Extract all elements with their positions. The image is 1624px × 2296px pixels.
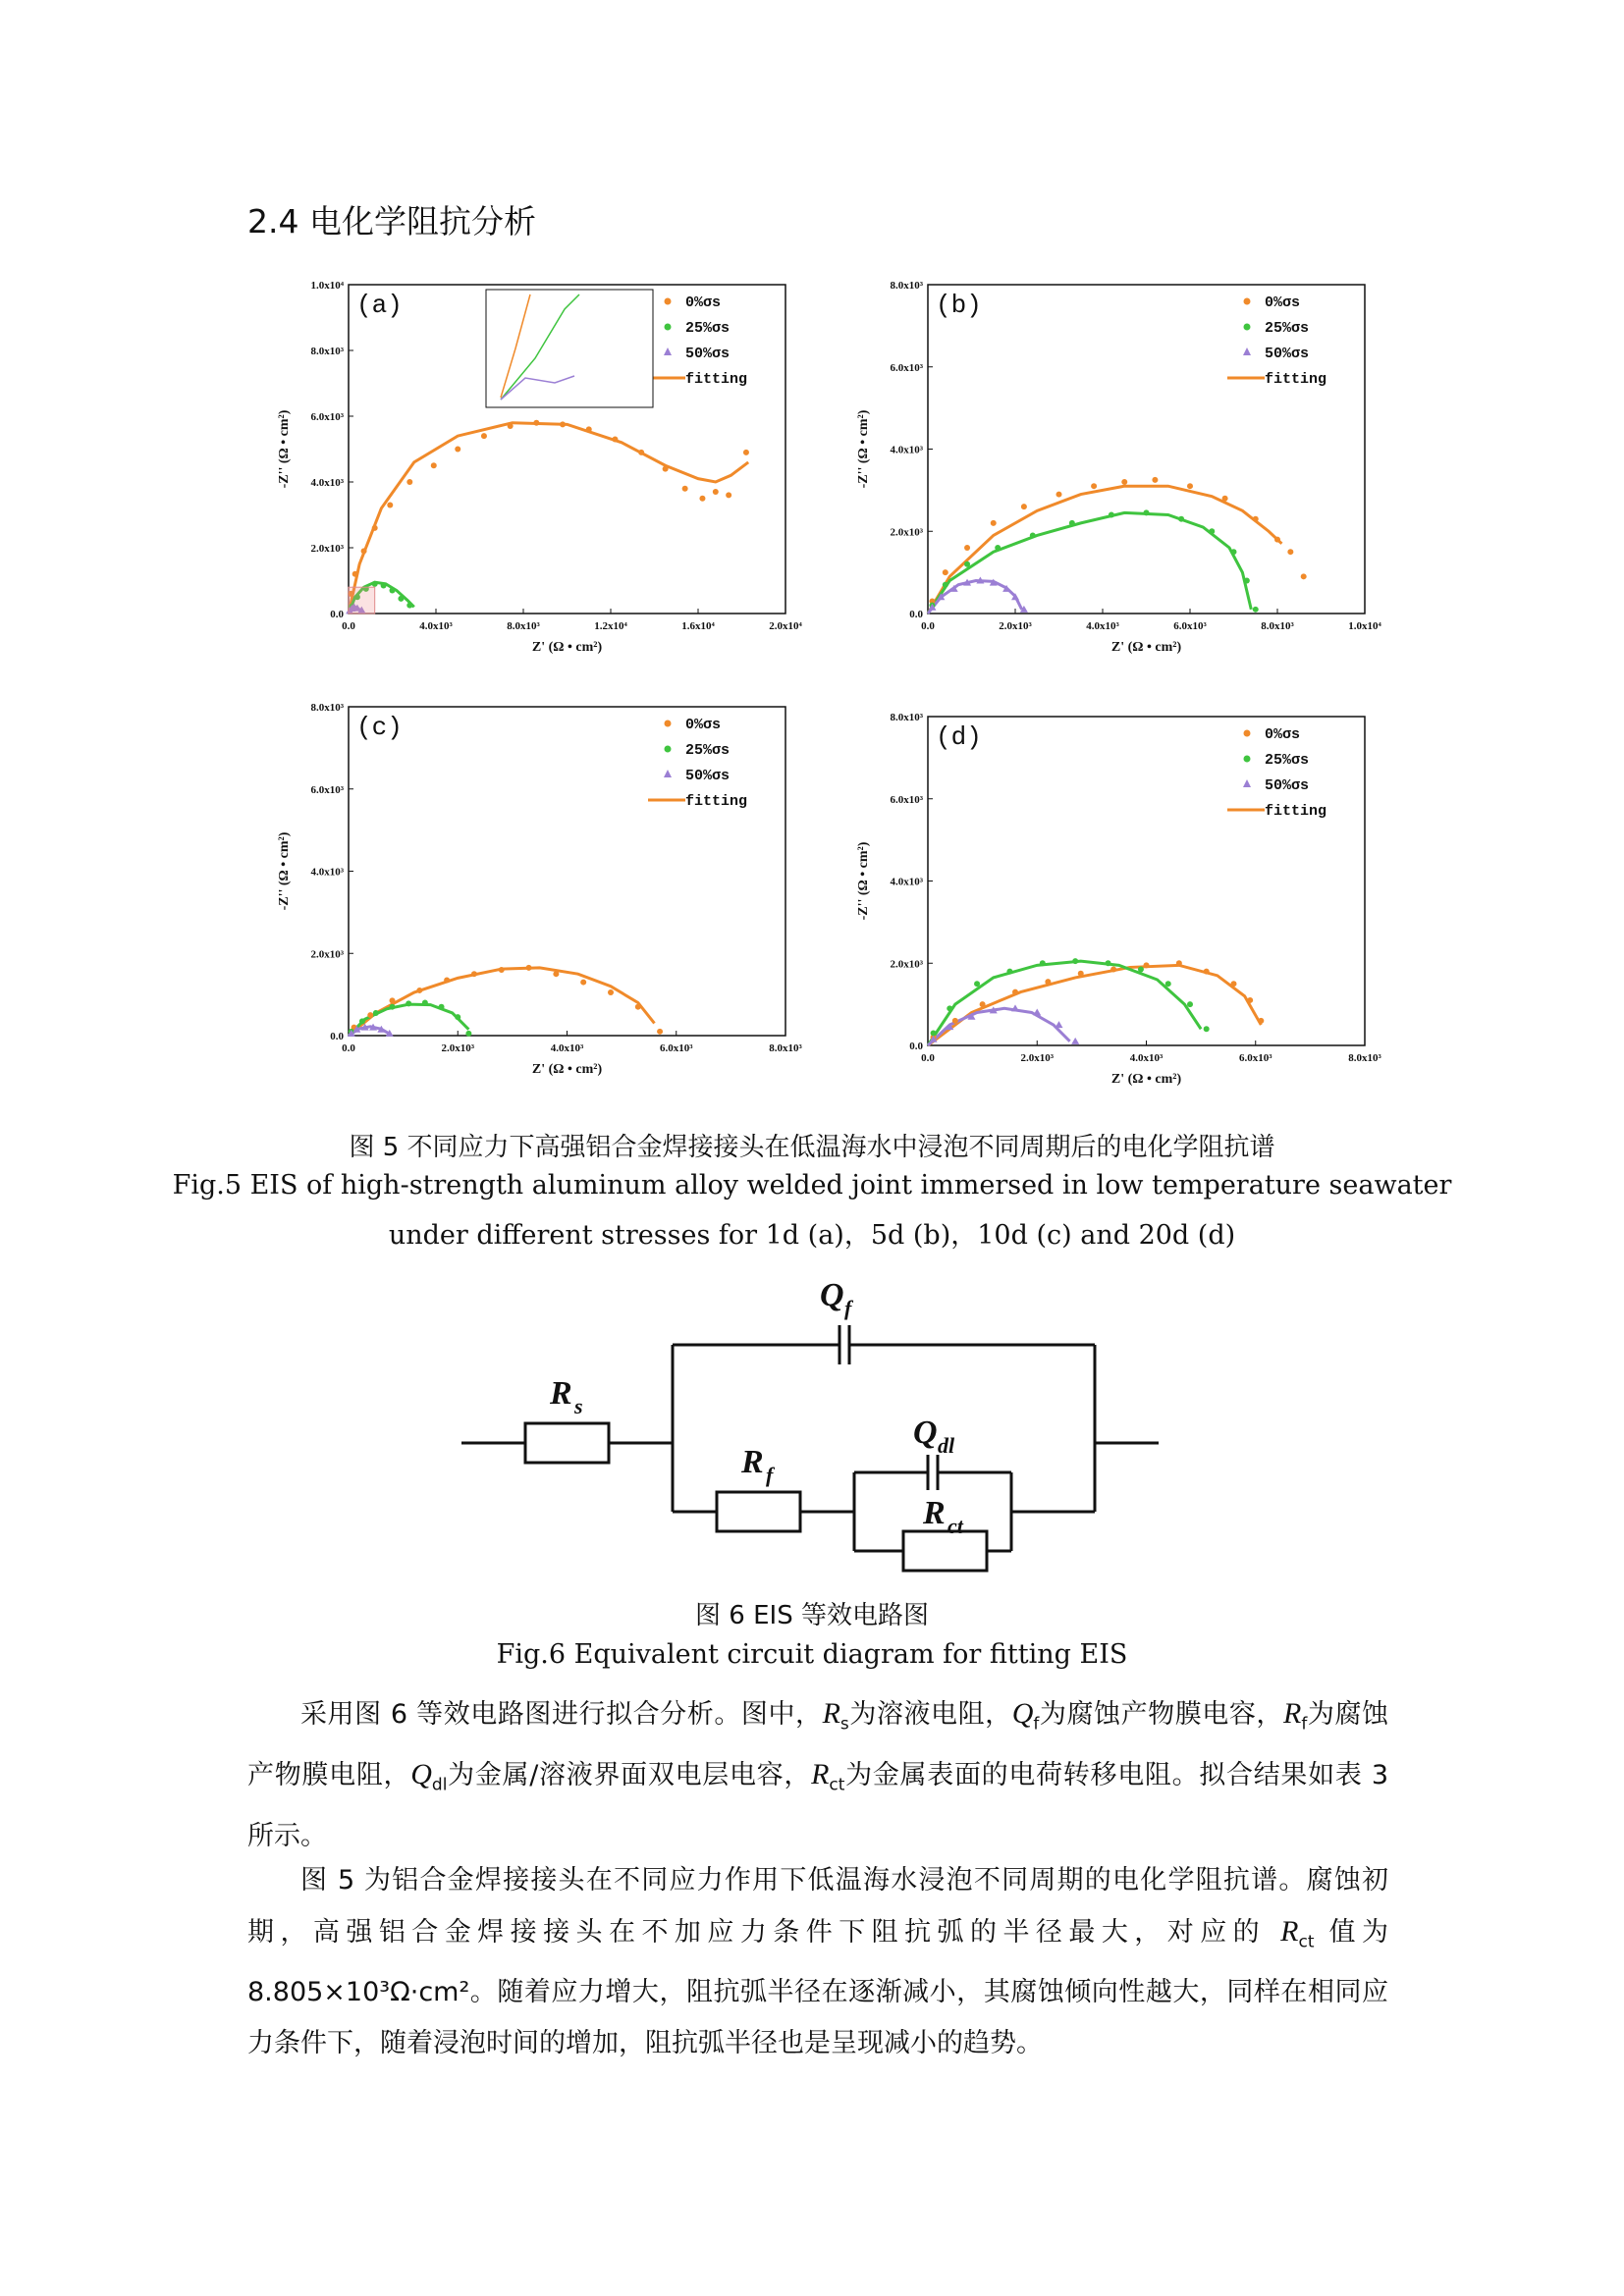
fit-line bbox=[928, 965, 1261, 1045]
y-tick-label: 0.0 bbox=[330, 1031, 344, 1042]
x-tick-label: 6.0x10³ bbox=[1238, 1052, 1272, 1064]
legend-label: 0%σs bbox=[685, 717, 722, 733]
data-point bbox=[612, 436, 618, 442]
data-point bbox=[372, 581, 378, 587]
x-tick-label: 0.0 bbox=[921, 1052, 935, 1064]
legend-label: 25%σs bbox=[685, 742, 731, 759]
data-point bbox=[974, 981, 980, 987]
data-point bbox=[1109, 512, 1114, 518]
data-point bbox=[995, 545, 1001, 551]
legend-label: 25%σs bbox=[1265, 320, 1310, 337]
data-point bbox=[455, 447, 460, 453]
data-point bbox=[387, 502, 393, 507]
x-tick-label: 0.0 bbox=[342, 1042, 355, 1054]
data-point bbox=[533, 420, 539, 426]
data-point bbox=[1144, 962, 1150, 968]
data-point bbox=[481, 433, 487, 439]
figure6-caption-cn: 图 6 EIS 等效电路图 bbox=[695, 1601, 929, 1630]
data-point bbox=[373, 1010, 379, 1016]
x-tick-label: 0.0 bbox=[921, 620, 935, 632]
y-tick-label: 6.0x10³ bbox=[890, 793, 923, 806]
x-tick-label: 8.0x10³ bbox=[769, 1042, 802, 1054]
y-tick-label: 4.0x10³ bbox=[890, 444, 923, 456]
data-point bbox=[444, 977, 450, 983]
data-point bbox=[553, 971, 559, 977]
x-tick-label: 8.0x10³ bbox=[1261, 620, 1294, 632]
data-point bbox=[1222, 496, 1228, 502]
label-rf-sub: f bbox=[766, 1463, 774, 1487]
legend-label: 25%σs bbox=[685, 320, 731, 337]
x-tick-label: 2.0x10³ bbox=[1020, 1052, 1055, 1064]
label-rct: R bbox=[923, 1495, 946, 1531]
y-tick-label: 8.0x10³ bbox=[310, 346, 344, 357]
y-tick-label: 2.0x10³ bbox=[890, 958, 923, 971]
panel-label: (d) bbox=[936, 722, 982, 752]
data-point bbox=[406, 603, 412, 609]
data-point bbox=[367, 1012, 373, 1018]
y-tick-label: 2.0x10³ bbox=[890, 526, 923, 539]
data-point bbox=[1011, 1004, 1019, 1011]
data-point bbox=[352, 571, 358, 577]
data-point bbox=[952, 1018, 958, 1024]
data-point bbox=[1071, 1038, 1079, 1044]
legend-marker bbox=[665, 721, 672, 727]
data-point bbox=[964, 561, 970, 567]
data-point bbox=[931, 1030, 937, 1036]
data-point bbox=[465, 1031, 471, 1037]
fit-line bbox=[349, 423, 748, 614]
label-rs-sub: s bbox=[574, 1394, 583, 1418]
x-axis-label: Z' (Ω • cm²) bbox=[531, 1062, 603, 1077]
data-point bbox=[416, 988, 422, 993]
data-point bbox=[1056, 492, 1062, 498]
data-point bbox=[682, 486, 688, 492]
legend-label: 50%σs bbox=[1265, 777, 1310, 794]
x-tick-label: 1.0x10⁴ bbox=[1348, 620, 1381, 632]
data-point bbox=[580, 980, 586, 986]
eis-chart-a bbox=[275, 275, 825, 687]
x-axis-label: Z' (Ω • cm²) bbox=[1110, 640, 1182, 655]
legend-label: 0%σs bbox=[685, 294, 722, 311]
data-point bbox=[991, 520, 997, 526]
data-point bbox=[1165, 981, 1171, 987]
label-qdl-sub: dl bbox=[938, 1433, 955, 1458]
data-point bbox=[422, 1000, 428, 1006]
resistor-rct bbox=[903, 1531, 987, 1571]
paragraph-1: 采用图 6 等效电路图进行拟合分析。图中，$R_s$为溶液电阻，$Q_f$为腐蚀产物膜电容，$R_f$为腐蚀产物膜电阻，$Q_{dl}$为金属/溶液界面双电层电容，$R_{ct}$为金属表面的电荷转移电阻。拟合结果如表 3 所示。 bbox=[247, 1697, 1389, 1851]
legend-label: 50%σs bbox=[1265, 346, 1310, 362]
data-point bbox=[943, 569, 948, 575]
legend-label: 25%σs bbox=[1265, 752, 1310, 769]
fit-line bbox=[928, 961, 1201, 1045]
y-tick-label: 8.0x10³ bbox=[890, 280, 923, 292]
data-point bbox=[1231, 981, 1237, 987]
legend-marker bbox=[664, 770, 672, 777]
x-tick-label: 2.0x10³ bbox=[999, 620, 1032, 632]
legend-label: fitting bbox=[685, 371, 748, 388]
data-point bbox=[1091, 483, 1097, 489]
data-point bbox=[1209, 528, 1215, 534]
x-tick-label: 1.6x10⁴ bbox=[681, 620, 715, 632]
panel-label: (b) bbox=[936, 291, 982, 320]
data-point bbox=[726, 492, 731, 498]
data-point bbox=[980, 1001, 986, 1007]
data-point bbox=[713, 489, 719, 495]
data-point bbox=[1110, 967, 1116, 973]
data-point bbox=[1178, 516, 1184, 522]
data-point bbox=[638, 450, 644, 455]
legend-marker bbox=[1244, 298, 1251, 305]
data-point bbox=[526, 965, 532, 971]
data-point bbox=[964, 545, 970, 551]
y-tick-label: 1.0x10⁴ bbox=[310, 280, 344, 292]
y-axis-label: -Z'' (Ω • cm²) bbox=[277, 409, 292, 489]
data-point bbox=[499, 967, 505, 973]
data-point bbox=[1247, 997, 1253, 1003]
legend-marker bbox=[665, 324, 672, 331]
x-tick-label: 4.0x10³ bbox=[550, 1042, 584, 1054]
data-point bbox=[699, 496, 705, 502]
y-tick-label: 4.0x10³ bbox=[310, 866, 344, 879]
y-tick-label: 6.0x10³ bbox=[890, 361, 923, 374]
eis-chart-c bbox=[275, 697, 825, 1109]
figure5-caption-cn: 图 5 不同应力下高强铝合金焊接接头在低温海水中浸泡不同周期后的电化学阻抗谱 bbox=[349, 1133, 1275, 1162]
y-tick-label: 0.0 bbox=[330, 609, 344, 620]
x-tick-label: 6.0x10³ bbox=[1173, 620, 1207, 632]
data-point bbox=[1301, 573, 1307, 579]
legend-label: 0%σs bbox=[1265, 726, 1301, 743]
y-tick-label: 2.0x10³ bbox=[310, 948, 344, 961]
data-point bbox=[1253, 607, 1259, 613]
data-point bbox=[1045, 979, 1051, 985]
x-tick-label: 2.0x10⁴ bbox=[769, 620, 802, 632]
y-axis-label: -Z'' (Ω • cm²) bbox=[277, 831, 292, 911]
label-qdl: Q bbox=[913, 1415, 938, 1451]
data-point bbox=[398, 596, 404, 602]
x-tick-label: 4.0x10³ bbox=[419, 620, 453, 632]
data-point bbox=[508, 423, 514, 429]
x-tick-label: 2.0x10³ bbox=[441, 1042, 475, 1054]
panel-label: (a) bbox=[356, 291, 403, 320]
x-tick-label: 4.0x10³ bbox=[1129, 1052, 1164, 1064]
x-tick-label: 8.0x10³ bbox=[507, 620, 540, 632]
data-point bbox=[635, 1004, 641, 1010]
y-tick-label: 6.0x10³ bbox=[310, 783, 344, 796]
data-point bbox=[1138, 967, 1144, 973]
legend-label: fitting bbox=[1265, 803, 1327, 820]
data-point bbox=[390, 997, 396, 1003]
legend-marker bbox=[1244, 730, 1251, 737]
eis-chart-b bbox=[854, 275, 1404, 687]
label-rs: R bbox=[550, 1375, 572, 1412]
data-point bbox=[390, 1004, 396, 1010]
data-point bbox=[1078, 971, 1084, 977]
data-point bbox=[1030, 532, 1036, 538]
data-point bbox=[1012, 989, 1018, 995]
data-point bbox=[947, 1005, 952, 1011]
data-point bbox=[1152, 477, 1158, 483]
data-point bbox=[1187, 1001, 1193, 1007]
data-point bbox=[439, 1004, 445, 1010]
label-rct-sub: ct bbox=[947, 1514, 963, 1538]
data-point bbox=[1056, 1021, 1063, 1028]
x-axis-label: Z' (Ω • cm²) bbox=[1110, 1072, 1182, 1087]
panel-label: (c) bbox=[356, 713, 403, 742]
y-tick-label: 0.0 bbox=[909, 1041, 923, 1052]
figure5-caption-en-line1: Fig.5 EIS of high-strength aluminum alloy welded joint immersed in low temperature seawater bbox=[172, 1170, 1452, 1201]
x-tick-label: 6.0x10³ bbox=[659, 1042, 693, 1054]
data-point bbox=[1274, 537, 1280, 543]
equivalent-circuit-diagram bbox=[452, 1266, 1178, 1610]
data-point bbox=[1069, 520, 1075, 526]
legend-label: fitting bbox=[1265, 371, 1327, 388]
y-tick-label: 6.0x10³ bbox=[310, 411, 344, 423]
label-qf: Q bbox=[820, 1277, 844, 1313]
resistor-rf bbox=[717, 1492, 800, 1531]
data-point bbox=[663, 466, 669, 472]
data-point bbox=[406, 1000, 411, 1006]
figure6-caption-en: Fig.6 Equivalent circuit diagram for fitting EIS bbox=[496, 1639, 1128, 1670]
y-tick-label: 8.0x10³ bbox=[310, 702, 344, 714]
data-point bbox=[608, 989, 614, 995]
legend-label: 0%σs bbox=[1265, 294, 1301, 311]
data-point bbox=[361, 548, 367, 554]
legend-label: fitting bbox=[685, 793, 748, 810]
data-point bbox=[471, 971, 477, 977]
x-tick-label: 8.0x10³ bbox=[1348, 1052, 1381, 1064]
legend-marker bbox=[665, 298, 672, 305]
legend-label: 50%σs bbox=[685, 768, 731, 784]
data-point bbox=[431, 462, 437, 468]
x-tick-label: 0.0 bbox=[342, 620, 355, 632]
y-tick-label: 4.0x10³ bbox=[890, 876, 923, 888]
legend-label: 50%σs bbox=[685, 346, 731, 362]
label-qf-sub: f bbox=[844, 1296, 852, 1320]
data-point bbox=[359, 1018, 365, 1024]
label-rf: R bbox=[741, 1444, 764, 1480]
data-point bbox=[1040, 960, 1046, 966]
data-point bbox=[586, 426, 592, 432]
legend-marker bbox=[1243, 347, 1251, 355]
data-point bbox=[1258, 1018, 1264, 1024]
data-point bbox=[1253, 516, 1259, 522]
data-point bbox=[1244, 578, 1250, 584]
section-title: 2.4 电化学阻抗分析 bbox=[247, 202, 536, 240]
paragraph-2: 图 5 为铝合金焊接接头在不同应力作用下低温海水浸泡不同周期的电化学阻抗谱。腐蚀初期，高强铝合金焊接接头在不加应力条件下阻抗弧的半径最大，对应的 $R_{ct}$ 值为 8.805×10³Ω·cm²。随着应力增大，阻抗弧半径在逐渐减小，其腐蚀倾向性越大，同样在相同应力条件下，随着浸泡时间的增加，阻抗弧半径也是呈现减小的趋势。 bbox=[247, 1865, 1388, 2059]
data-point bbox=[1144, 509, 1150, 515]
y-tick-label: 8.0x10³ bbox=[890, 712, 923, 723]
data-point bbox=[1204, 1026, 1210, 1032]
fit-line bbox=[928, 512, 1251, 614]
data-point bbox=[390, 588, 396, 594]
y-axis-label: -Z'' (Ω • cm²) bbox=[856, 409, 871, 489]
data-point bbox=[1072, 958, 1078, 964]
eis-chart-d bbox=[854, 707, 1404, 1119]
legend-marker bbox=[665, 746, 672, 753]
figure5-caption-en-line2: under different stresses for 1d (a)，5d (b)，10d (c) and 20d (d) bbox=[388, 1220, 1236, 1251]
fit-line bbox=[349, 1004, 468, 1036]
data-point bbox=[1176, 960, 1182, 966]
legend-marker bbox=[1243, 779, 1251, 787]
data-point bbox=[657, 1029, 663, 1035]
y-axis-label: -Z'' (Ω • cm²) bbox=[856, 841, 871, 921]
data-point bbox=[1033, 1009, 1041, 1016]
data-point bbox=[1204, 969, 1210, 975]
resistor-rs bbox=[525, 1423, 609, 1463]
data-point bbox=[1021, 504, 1027, 509]
y-tick-label: 0.0 bbox=[909, 609, 923, 620]
legend-marker bbox=[1244, 324, 1251, 331]
legend-marker bbox=[664, 347, 672, 355]
data-point bbox=[743, 450, 749, 455]
data-point bbox=[1006, 969, 1012, 975]
x-tick-label: 4.0x10³ bbox=[1086, 620, 1119, 632]
data-point bbox=[381, 583, 387, 589]
data-point bbox=[1121, 479, 1127, 485]
y-tick-label: 2.0x10³ bbox=[310, 543, 344, 555]
legend-marker bbox=[1244, 756, 1251, 763]
zoom-region-box bbox=[349, 587, 375, 614]
data-point bbox=[406, 479, 412, 485]
x-axis-label: Z' (Ω • cm²) bbox=[531, 640, 603, 655]
data-point bbox=[455, 1014, 460, 1020]
data-point bbox=[560, 421, 566, 427]
x-tick-label: 1.2x10⁴ bbox=[594, 620, 627, 632]
data-point bbox=[1187, 483, 1193, 489]
data-point bbox=[943, 582, 948, 588]
data-point bbox=[1287, 549, 1293, 555]
data-point bbox=[372, 525, 378, 531]
fit-line bbox=[928, 486, 1281, 614]
data-point bbox=[1106, 960, 1111, 966]
data-point bbox=[1231, 549, 1237, 555]
y-tick-label: 4.0x10³ bbox=[310, 477, 344, 489]
